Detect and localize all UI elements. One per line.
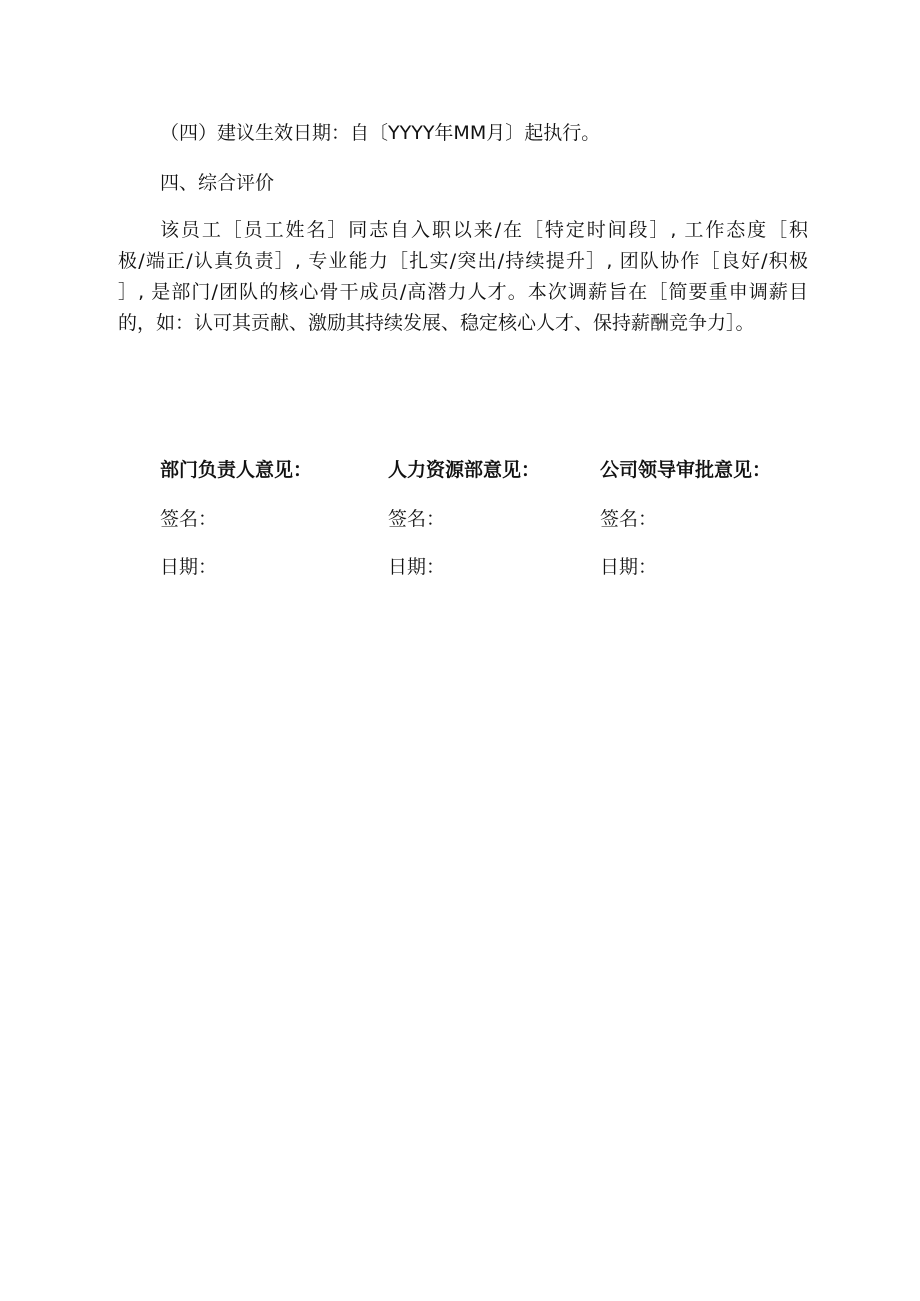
dept-head-opinion-heading: 部门负责人意见： — [160, 459, 313, 481]
hr-signature-label: 签名： — [388, 508, 446, 530]
evaluation-line: ］, 是部门/团队的核心骨干成员/高潜力人才。本次调薪旨在［简要重申调薪目 — [118, 281, 808, 303]
leadership-approval-heading: 公司领导审批意见： — [600, 459, 772, 481]
evaluation-line: 该员工［员工姓名］同志自入职以来/在［特定时间段］, 工作态度［积 — [160, 219, 808, 241]
section-heading: 四、综合评价 — [160, 172, 275, 194]
leadership-signature-label: 签名： — [600, 508, 658, 530]
dept-head-date-label: 日期： — [160, 556, 218, 578]
hr-date-label: 日期： — [388, 556, 446, 578]
leadership-date-label: 日期： — [600, 556, 658, 578]
effective-date-line: （四）建议生效日期：自〔YYYY年MM月〕起执行。 — [160, 122, 601, 144]
dept-head-signature-label: 签名： — [160, 508, 218, 530]
evaluation-paragraph — [118, 215, 808, 339]
evaluation-line: 极/端正/认真负责］, 专业能力［扎实/突出/持续提升］, 团队协作［良好/积极 — [118, 250, 808, 272]
hr-opinion-heading: 人力资源部意见： — [388, 459, 541, 481]
evaluation-line: 的，如：认可其贡献、激励其持续发展、稳定核心人才、保持薪酬竞争力］。 — [118, 312, 755, 334]
